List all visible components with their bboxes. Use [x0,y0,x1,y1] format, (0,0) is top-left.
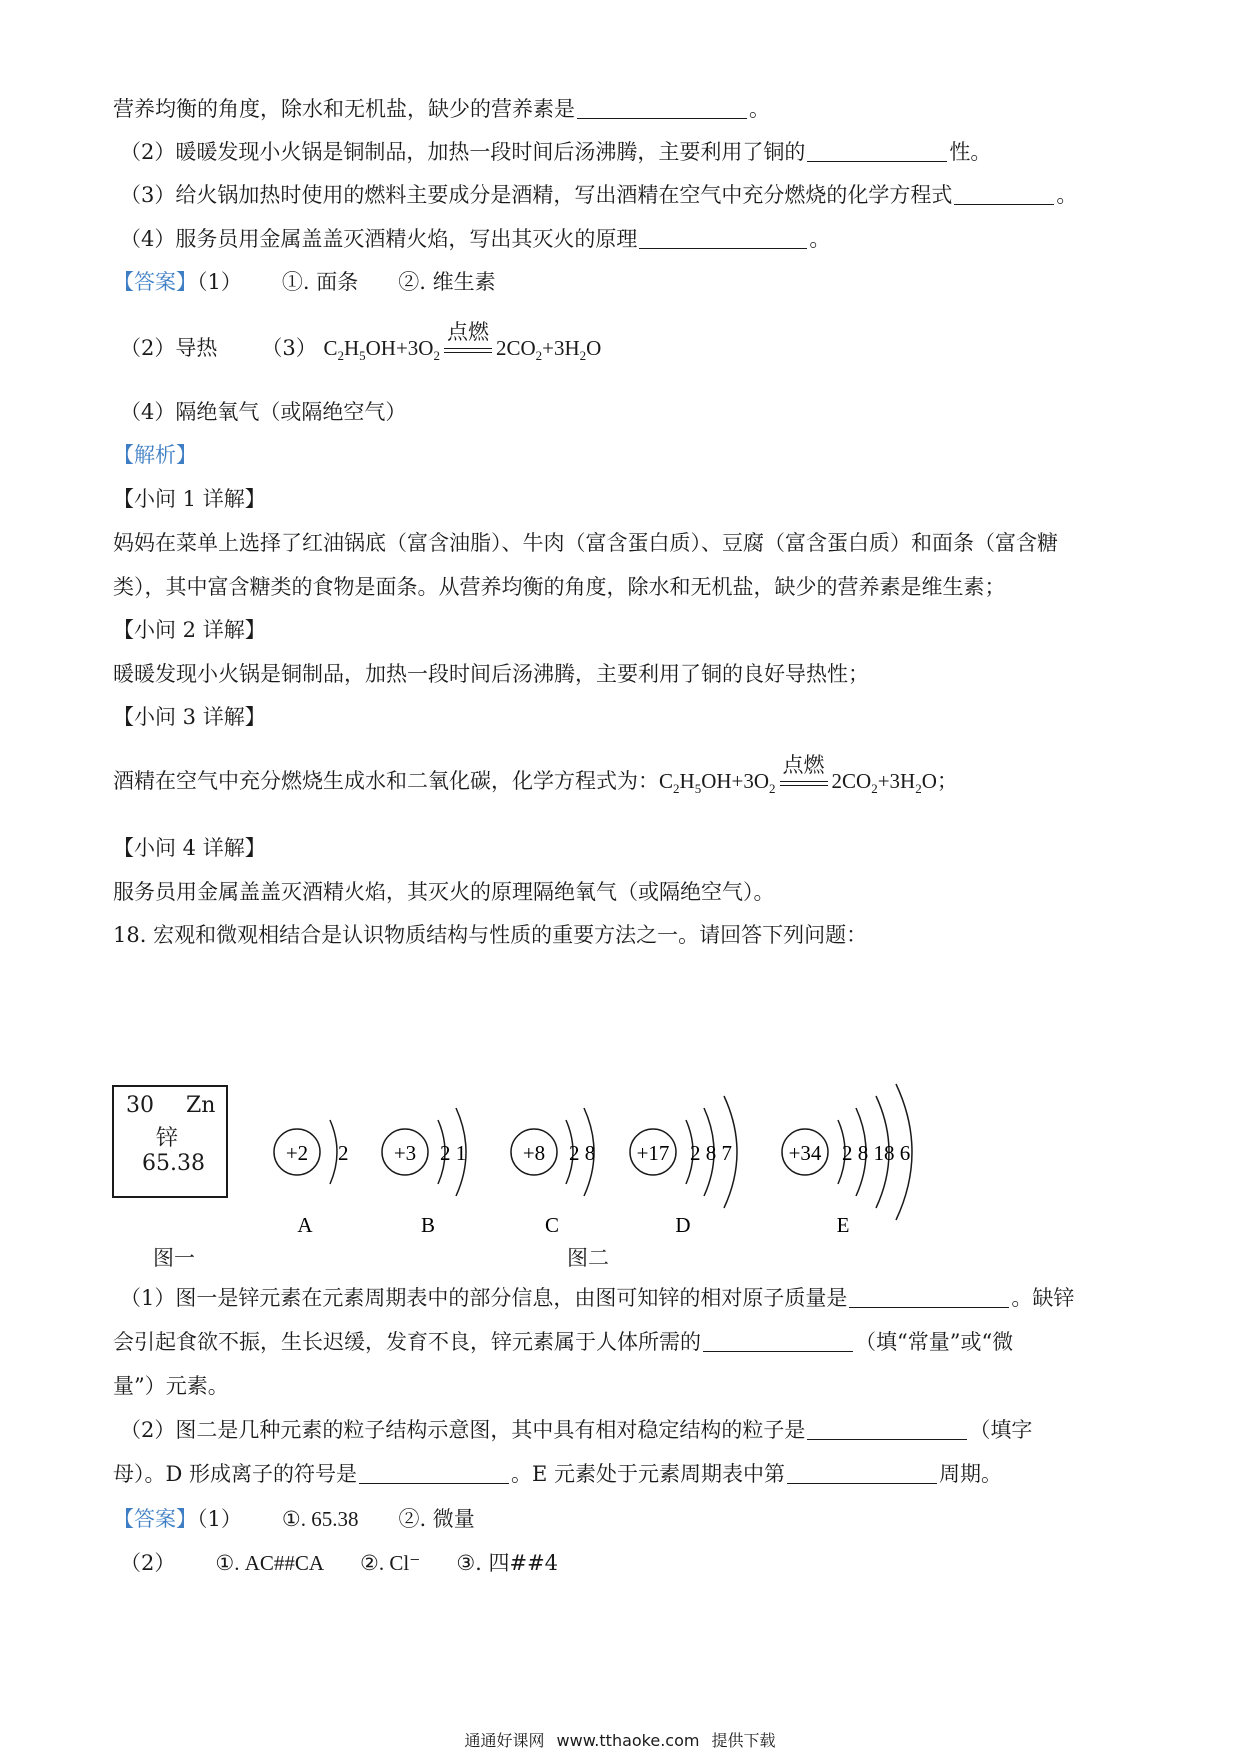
nucleus-charge: +34 [788,1141,822,1165]
atom-label: E [836,1213,850,1237]
text: 暖暖发现小火锅是铜制品，加热一段时间后汤沸腾，主要利用了铜的良好导热性； [113,662,869,686]
text: 。 [809,227,831,251]
atom-label: A [297,1213,313,1237]
text: 服务员用金属盖盖灭酒精火焰，其灭火的原理隔绝氧气（或隔绝空气）。 [113,880,775,904]
text: （4）服务员用金属盖盖灭酒精火焰，写出其灭火的原理 [120,227,638,251]
footer-site-name: 通通好课网 [464,1731,545,1750]
text: （3）给火锅加热时使用的燃料主要成分是酒精，写出酒精在空气中充分燃烧的化学方程式 [120,183,953,207]
element-symbol: Zn [186,1093,216,1118]
atom-a [274,1120,349,1237]
analysis-heading: 【解析】 [113,443,197,467]
equation: $C_2H_5OH+3O_2$ 点燃 $2CO_2+3H_2O$ [323,336,601,360]
shell-electrons: 2 8 18 6 [842,1141,911,1165]
text: 营养均衡的角度，除水和无机盐，缺少的营养素是 [113,97,575,121]
atom-c [511,1108,595,1237]
condition: 点燃 [446,320,489,345]
q18-part-1a [120,1283,1074,1313]
atom-label: B [420,1213,436,1237]
text: 【小问 2 详解】 [113,618,266,642]
text: ③. 四##4 [456,1551,559,1575]
text: 。缺锌 [1011,1286,1075,1310]
atomic-mass: 65.38 [142,1151,205,1176]
answer-blank[interactable] [703,1329,853,1352]
text: 妈妈在菜单上选择了红油锅底（富含油脂）、牛肉（富含蛋白质）、豆腐（富含蛋白质）和面条（富含糖 [113,531,1058,555]
text: 。 [1056,183,1078,207]
text: （填字 [969,1418,1033,1442]
answer-blank[interactable] [359,1461,509,1484]
text: （2） [120,1551,176,1575]
text: （2）导热 [120,336,218,360]
text: ②. Cl⁻ [360,1551,421,1575]
text: 酒精在空气中充分燃烧生成水和二氧化碳，化学方程式为： [113,769,659,793]
text: 量”）元素。 [113,1374,229,1398]
answer-18-row-1 [113,1504,475,1534]
text: ； [936,769,958,793]
text: 【小问 1 详解】 [113,487,266,511]
nucleus-charge: +3 [393,1141,417,1165]
text: （2）暖暖发现小火锅是铜制品，加热一段时间后汤沸腾，主要利用了铜的 [120,140,806,164]
answer-label: 【答案】 [113,270,197,294]
text: ①. 65.38 [281,1507,359,1531]
text: 会引起食欲不振，生长迟缓，发育不良，锌元素属于人体所需的 [113,1330,701,1354]
answer-blank[interactable] [787,1461,937,1484]
text: 【小问 4 详解】 [113,836,266,860]
answer-label: 【答案】 [113,1507,197,1531]
shell-electrons: 2 [338,1141,349,1165]
text: 【小问 3 详解】 [113,705,266,729]
text: （1） [197,270,242,294]
text: 类），其中富含糖类的食物是面条。从营养均衡的角度，除水和无机盐，缺少的营养素是维生素； [113,575,1006,599]
q18-part-1b [113,1327,1013,1357]
answer-blank[interactable] [849,1285,1009,1308]
text: 18. 宏观和微观相结合是认识物质结构与性质的重要方法之一。请回答下列问题： [113,923,868,947]
element-name: 锌 [156,1126,179,1151]
atom-d [630,1096,737,1237]
footer-url[interactable]: www.tthaoke.com [556,1731,700,1750]
answer-blank[interactable] [807,1417,967,1440]
q18-part-2b [113,1459,1002,1489]
nucleus-charge: +8 [522,1141,546,1165]
text: （3） [261,336,317,360]
atom-b [382,1108,466,1237]
shell-electrons: 2 8 7 [690,1141,732,1165]
text: 母）。D 形成离子的符号是 [113,1462,358,1486]
equation: $C_2H_5OH+3O_2$ 点燃 $2CO_2+3H_2O$ [659,769,937,793]
text: 周期。 [939,1462,1003,1486]
text: ②. 维生素 [398,270,496,294]
text: （4）隔绝氧气（或隔绝空气） [120,400,407,424]
condition: 点燃 [782,753,825,778]
text: ①. 面条 [281,270,359,294]
shell-electrons: 2 1 [440,1141,467,1165]
text: （填“常量”或“微 [855,1330,1014,1354]
page-footer [0,1728,1240,1751]
shell-electrons: 2 8 [569,1141,596,1165]
q18-part-2a [120,1415,1032,1445]
atom-e [782,1084,912,1237]
text: ①. AC##CA [215,1551,325,1575]
footer-action: 提供下载 [711,1731,776,1750]
answer-18-row-2 [120,1548,558,1578]
nucleus-charge: +17 [636,1141,670,1165]
text: 。 [749,97,770,121]
text: （1）图一是锌元素在元素周期表中的部分信息，由图可知锌的相对原子质量是 [120,1286,848,1310]
atomic-number: 30 [126,1093,154,1118]
text: （2）图二是几种元素的粒子结构示意图，其中具有相对稳定结构的粒子是 [120,1418,806,1442]
q18-part-1c [113,1371,229,1401]
atom-label: D [675,1213,691,1237]
text: （1） [197,1507,242,1531]
text: ②. 微量 [398,1507,475,1531]
nucleus-charge: +2 [285,1141,309,1165]
text: 性。 [949,140,992,164]
text: 。E 元素处于元素周期表中第 [511,1462,786,1486]
figure-1-caption: 图一 [153,1246,195,1270]
figure-2-caption: 图二 [567,1246,609,1270]
atom-label: C [544,1213,560,1237]
